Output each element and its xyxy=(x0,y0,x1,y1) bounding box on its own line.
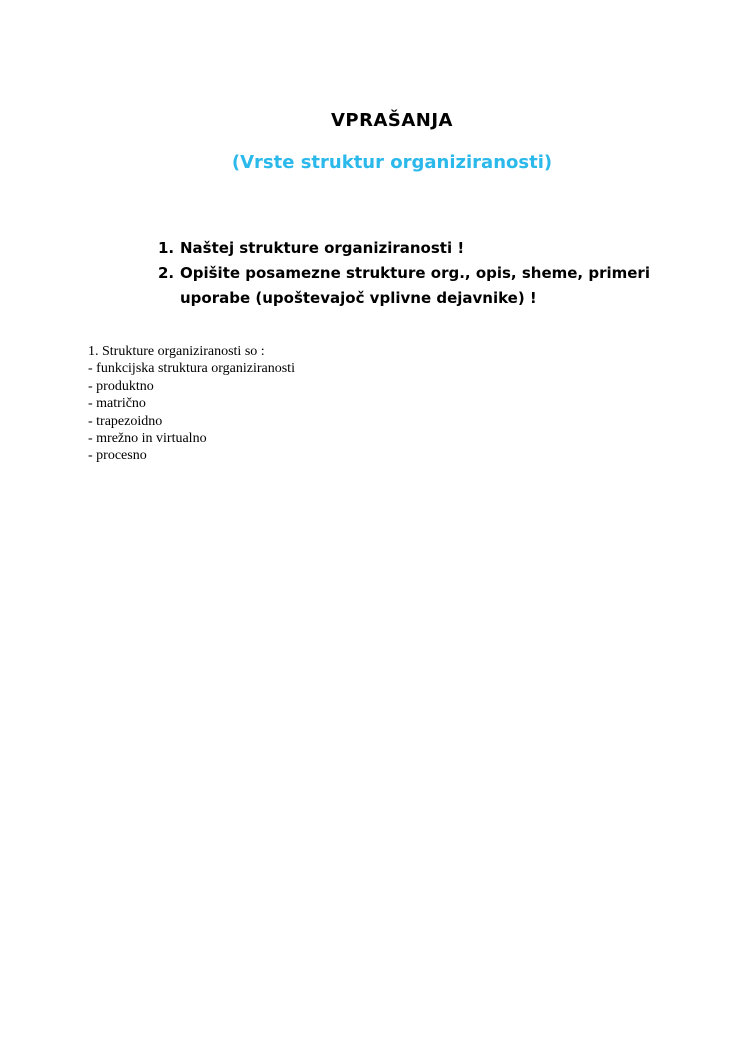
question-list xyxy=(158,236,678,311)
answer-heading: 1. Strukture organiziranosti so : xyxy=(88,344,265,359)
question-number: 1. xyxy=(158,239,175,257)
page-title: VPRAŠANJA xyxy=(330,110,453,131)
answer-list-item: - matrično xyxy=(88,396,146,412)
answer-list-item: - funkcijska struktura organiziranosti xyxy=(88,361,295,377)
page-subtitle: (Vrste struktur organiziranosti) xyxy=(231,152,553,173)
answer-list-item: - procesno xyxy=(88,448,147,464)
answer-block xyxy=(88,343,488,465)
question-item xyxy=(158,261,678,311)
question-number: 2. xyxy=(158,264,175,282)
answer-list-item: - trapezoidno xyxy=(88,413,163,429)
question-text: Naštej strukture organiziranosti ! xyxy=(180,239,465,257)
answer-list-item: - mrežno in virtualno xyxy=(88,431,207,447)
answer-list-item: - produktno xyxy=(88,378,154,394)
question-item xyxy=(158,236,678,261)
question-text: Opišite posamezne strukture org., opis, sheme, primeri uporabe (upoštevajoč vplivne dejavnike) ! xyxy=(180,264,650,307)
